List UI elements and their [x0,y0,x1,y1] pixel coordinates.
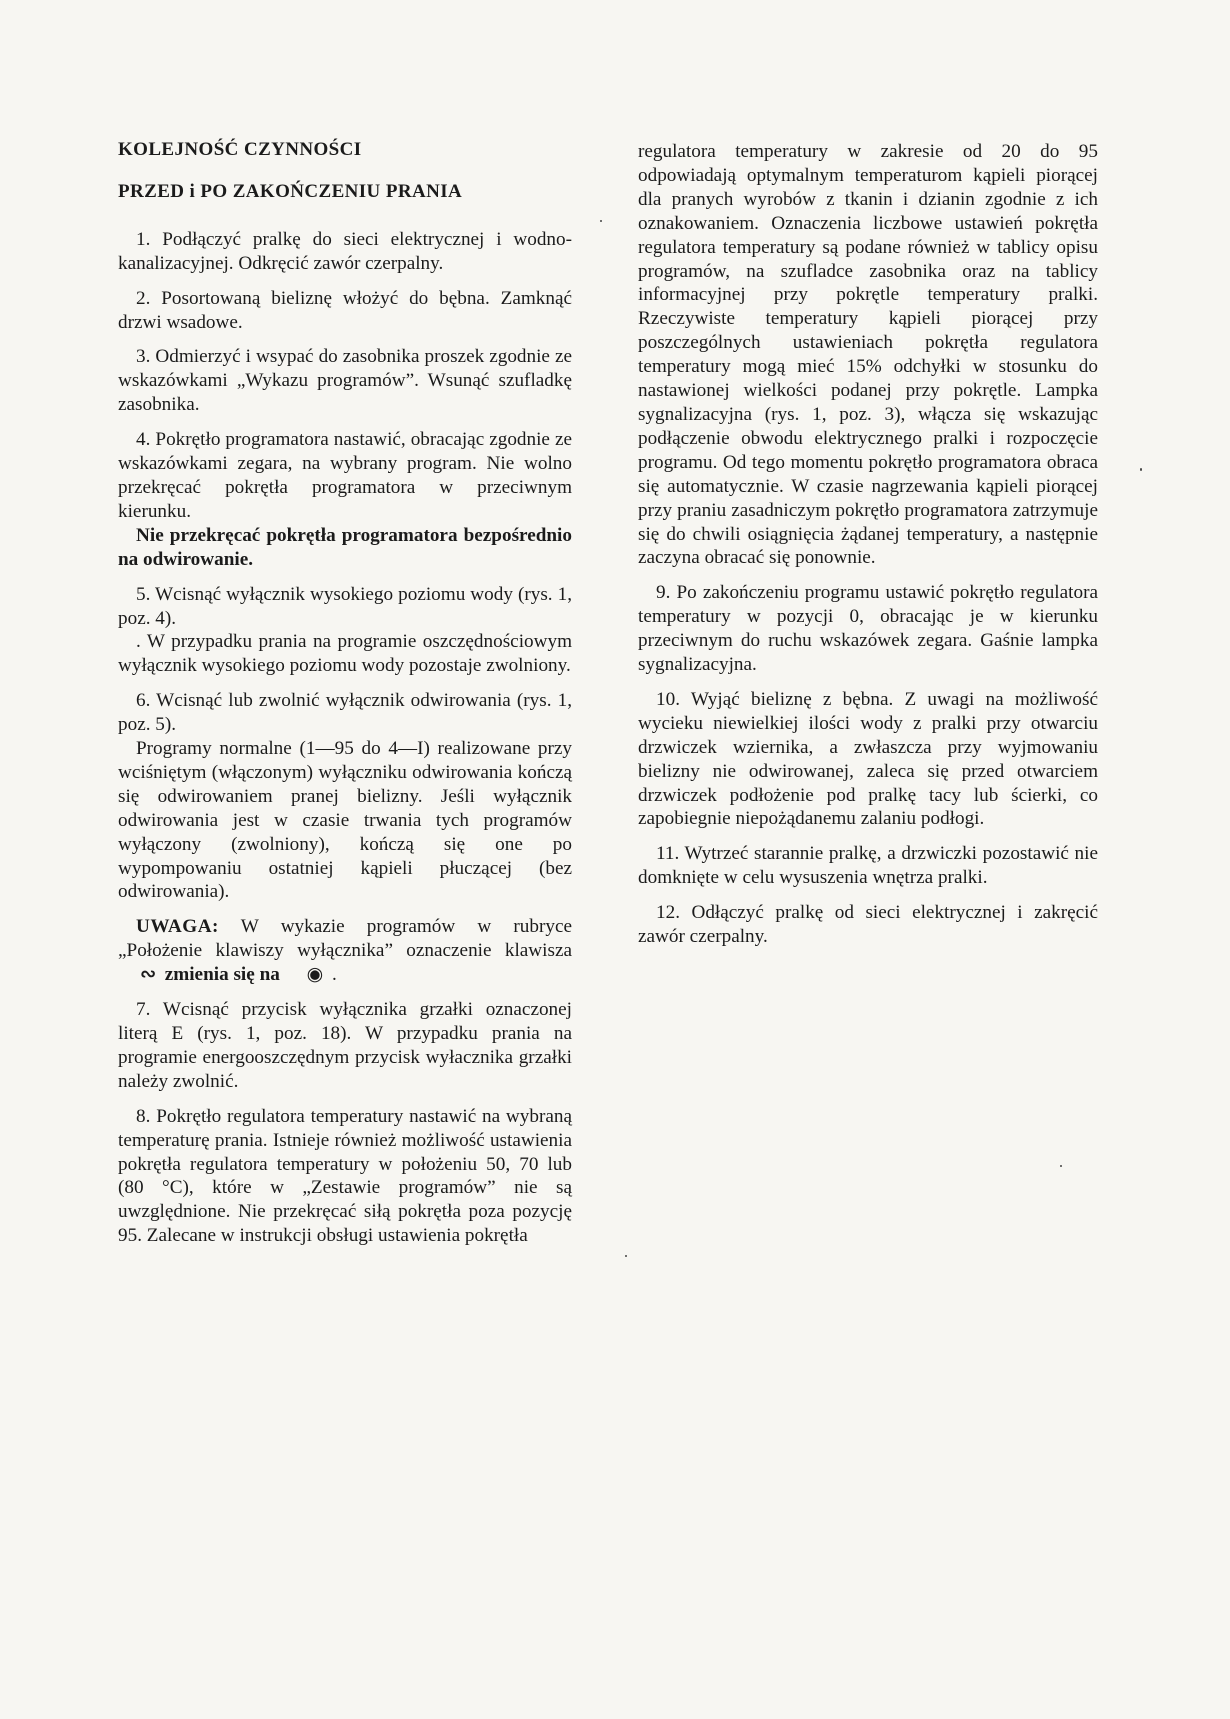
step-8: 8. Pokrętło regulatora temperatury nastawić na wybraną temperaturę prania. Istnieje również możliwość ustawienia pokrętła regulatora temperatury w położeniu 50, 70 lub (80 °C), które w „Zestawie programów” nie są uwzględnione. Nie przekręcać siłą pokrętła poza pozycję 95. Zalecane w instrukcji obsługi ustawienia pokrętła [118,1105,572,1247]
step-4: 4. Pokrętło programatora nastawić, obracając zgodnie ze wskazówkami zegara, na wybrany program. Nie wolno przekręcać pokrętła programatora w przeciwnym kierunku. [118,429,572,522]
heading-line-2: PRZED i PO ZAKOŃCZENIU PRANIA [118,180,463,202]
step-12: 12. Odłączyć pralkę od sieci elektrycznej i zakręcić zawór czerpalny. [638,902,1098,948]
step-9: 9. Po zakończeniu programu ustawić pokrętło regulatora temperatury w pozycji 0, obracając je w kierunku przeciwnym do ruchu wskazówek zegara. Gaśnie lampka sygnalizacyjna. [638,582,1098,676]
step-3: 3. Odmierzyć i wsypać do zasobnika proszek zgodnie ze wskazówkami „Wykazu programów”. Wsunąć szufladkę zasobnika. [118,346,572,416]
step-7: 7. Wcisnąć przycisk wyłącznika grzałki oznaczonej literą E (rys. 1, poz. 18). W przypadku prania na programie energooszczędnym przycisk wyłacznika grzałki należy zwolnić. [118,999,572,1092]
scan-speck [1060,1165,1062,1167]
heading-line-1: KOLEJNOŚĆ CZYNNOŚCI [118,139,362,160]
step-8-continued: regulatora temperatury w zakresie od 20 do 95 odpowiadają optymalnym temperaturom kąpieli piorącej dla pranych wyrobów z tkanin i dzianin zgodnie z ich oznakowaniem. Oznaczenia liczbowe ustawień pokrętła regulatora temperatury są podane również w tablicy opisu programów, na szufladce zasobnika oraz na tablicy informacyjnej przy pokrętle temperatury pralki. Rzeczywiste temperatury kąpieli piorącej przy poszczególnych ustawieniach pokrętła regulatora temperatury mogą mieć 15% odchyłki w stosunku do nastawionej wielkości podanej przy pokrętle. Lampka sygnalizacyjna (rys. 1, poz. 3), włącza się wskazując podłączenie obwodu elektrycznego pralki i rozpoczęcie programu. Od tego momentu pokrętło programatora obraca się automatycznie. W czasie nagrzewania kąpieli piorącej przy praniu zasadniczym pokrętło programatora zatrzymuje się do chwili osiągnięcia żądanej temperatury, a następnie zaczyna obracać się ponownie. [638,141,1098,569]
uwaga-note [118,915,572,987]
scan-speck [1140,468,1142,471]
spiral-symbol-icon: ◉ [306,963,324,986]
uwaga-label: UWAGA: [136,916,219,938]
left-column [118,138,572,1259]
wave-symbol-icon: ∾ [140,963,156,986]
uwaga-mid-text: zmienia się na [164,964,280,986]
step-6: 6. Wcisnąć lub zwolnić wyłącznik odwirowania (rys. 1, poz. 5). [118,690,572,736]
uwaga-end: . [332,964,337,986]
step-5: 5. Wcisnąć wyłącznik wysokiego poziomu wody (rys. 1, poz. 4). [118,583,572,629]
uwaga-text: W wykazie programów w rubryce „Położenie klawiszy wyłącznika” oznaczenie klawisza [118,916,572,962]
right-column [638,140,1098,960]
step-10: 10. Wyjąć bieliznę z bębna. Z uwagi na możliwość wycieku niewielkiej ilości wody z pralki przy otwarciu drzwiczek wziernika, a zwłaszcza przy wyjmowaniu bielizny nie odwirowanej, zaleca się przed otwarciem drzwiczek podłożenie pod pralkę tacy lub ścierki, co zapobiegnie niepożądanemu zalaniu podłogi. [638,688,1098,830]
step-1: 1. Podłączyć pralkę do sieci elektrycznej i wodno-kanalizacyjnej. Odkręcić zawór czerpalny. [118,228,572,274]
step-4-warning: Nie przekręcać pokrętła programatora bezpośrednio na odwirowanie. [118,524,572,570]
step-11: 11. Wytrzeć starannie pralkę, a drzwiczki pozostawić nie domknięte w celu wysuszenia wnętrza pralki. [638,843,1098,889]
scan-speck [600,220,602,222]
step-6-note: Programy normalne (1—95 do 4—I) realizowane przy wciśniętym (włączonym) wyłączniku odwirowania kończą się odwirowaniem pranej bielizny. Jeśli wyłącznik odwirowania jest w czasie trwania tych programów wyłączony (zwolniony), kończą się one po wypompowaniu ostatniej kąpieli płuczącej (bez odwirowania). [118,738,572,903]
scan-speck [625,1255,627,1257]
step-2: 2. Posortowaną bieliznę włożyć do bębna. Zamknąć drzwi wsadowe. [118,287,572,333]
step-5-note: . W przypadku prania na programie oszczędnościowym wyłącznik wysokiego poziomu wody pozostaje zwolniony. [118,631,572,677]
